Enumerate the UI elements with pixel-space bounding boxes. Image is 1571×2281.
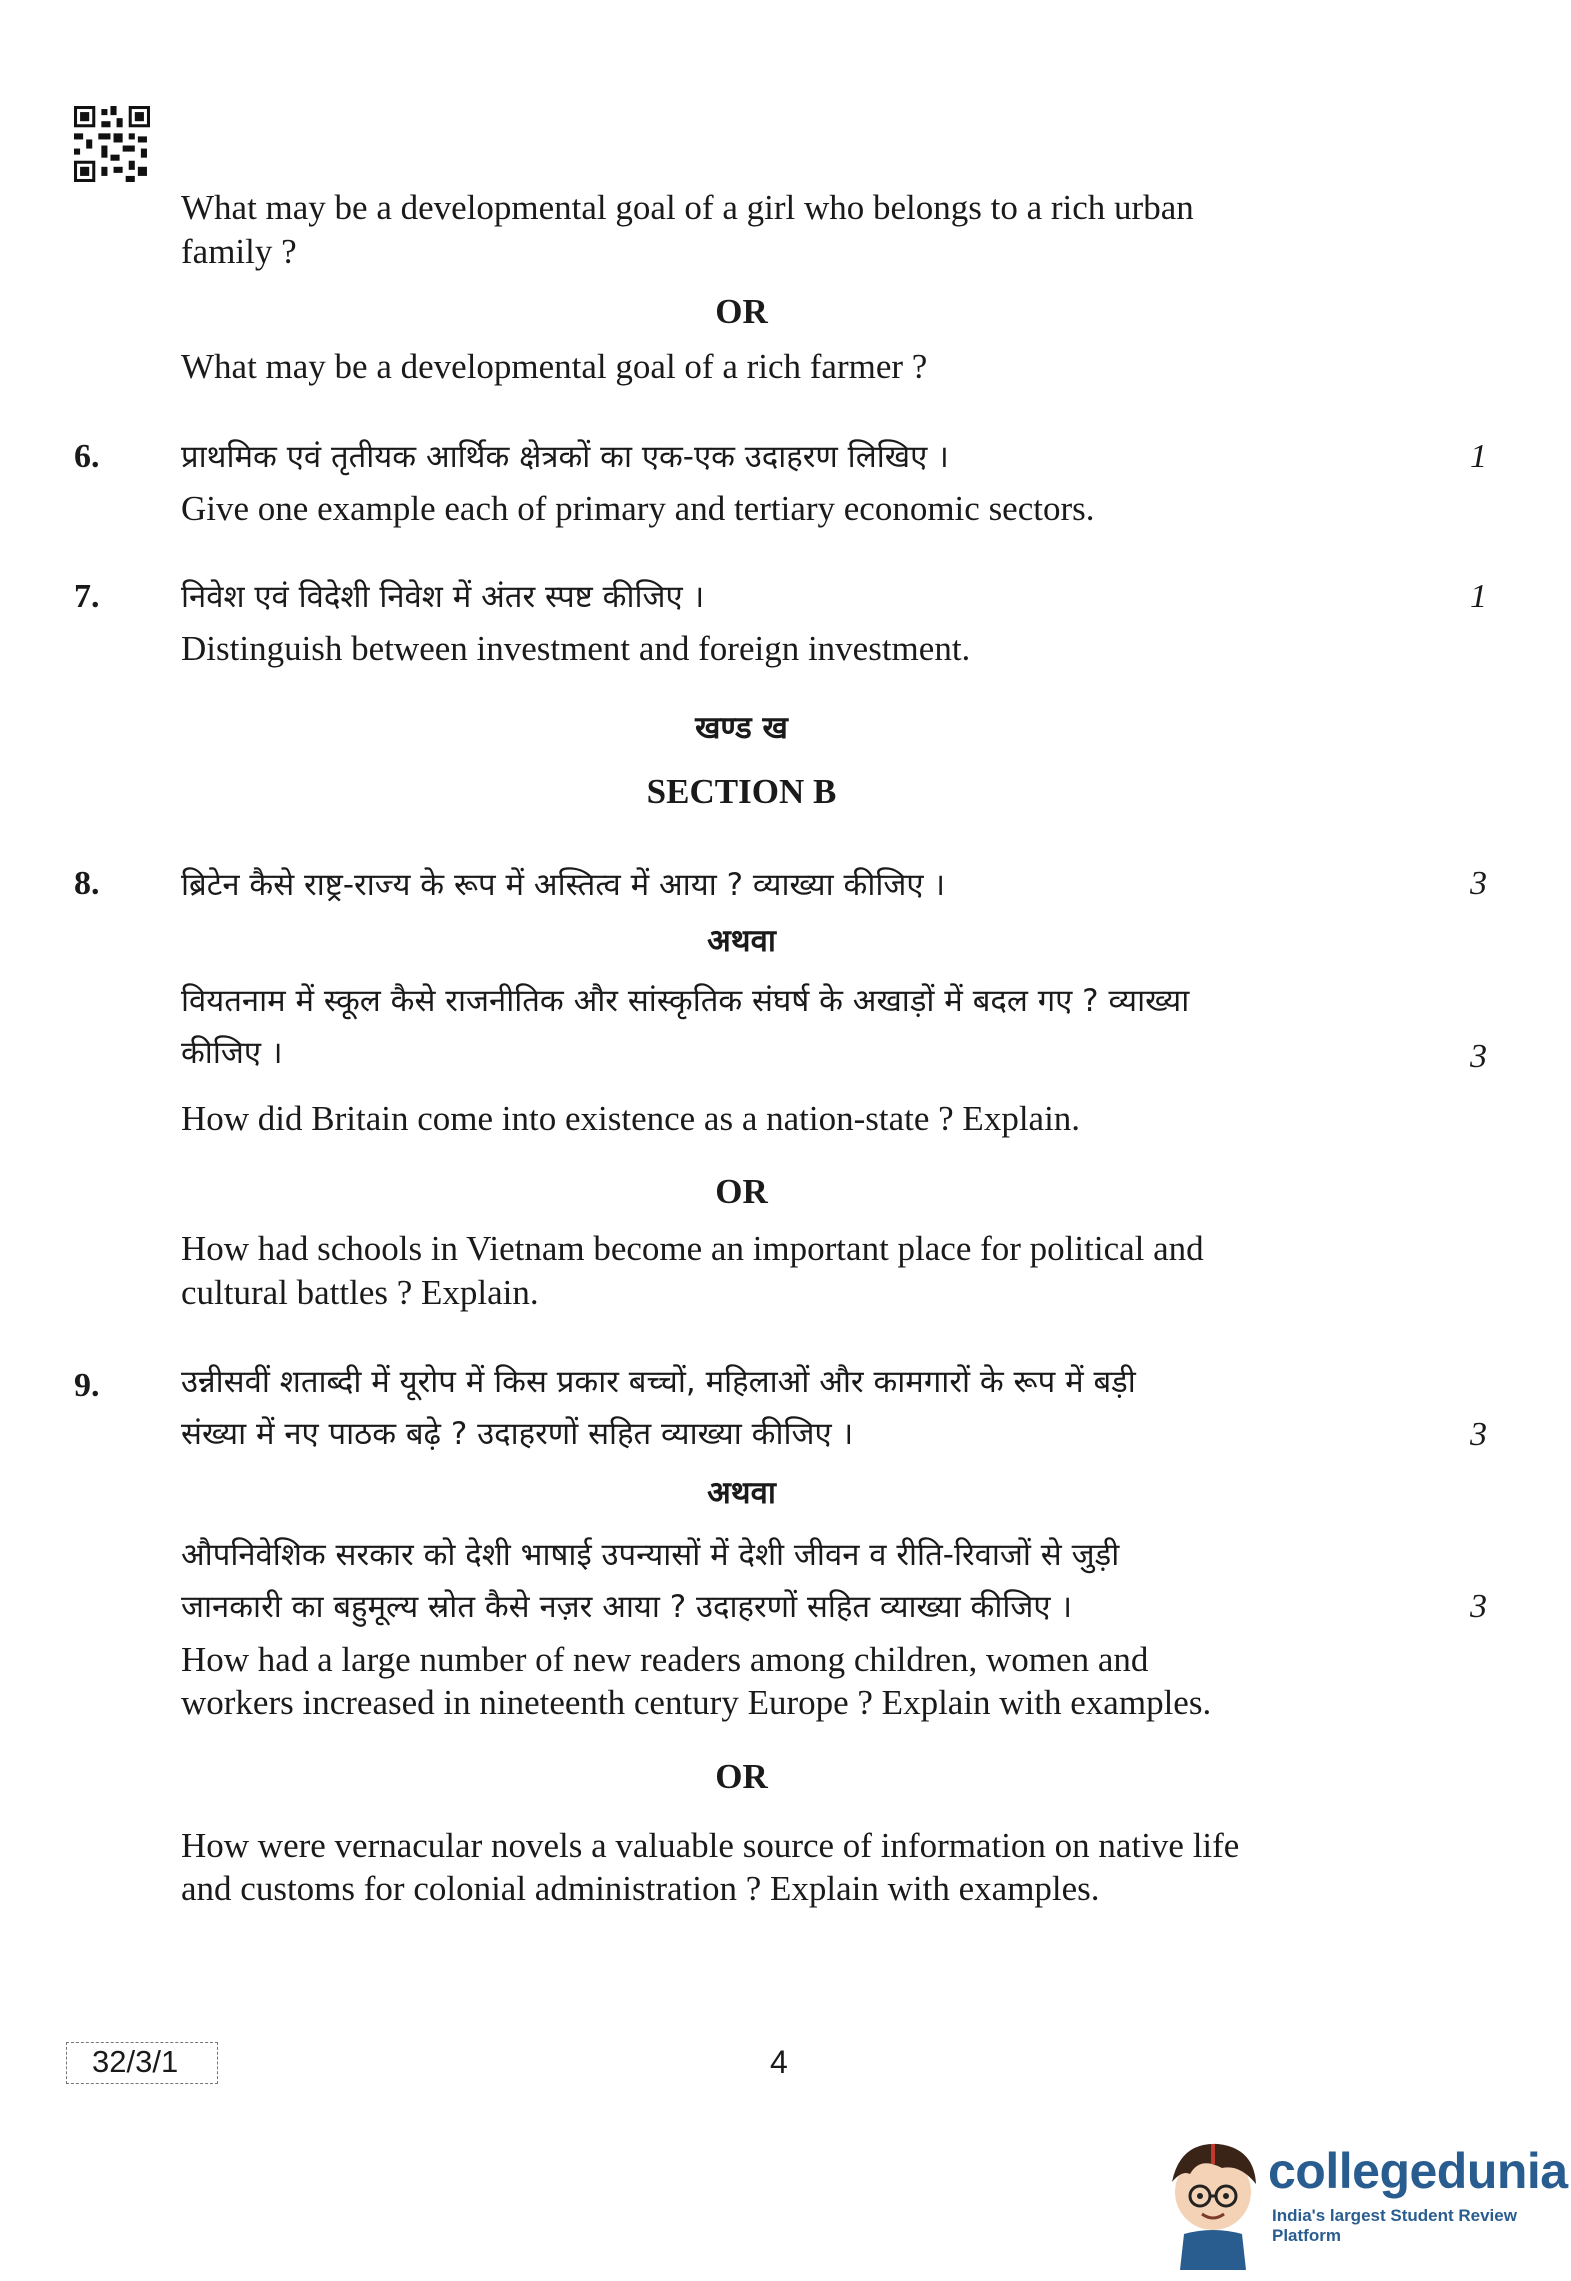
mascot-logo-icon: [1160, 2130, 1266, 2270]
q9-english-line2: workers increased in nineteenth century Europe ? Explain with examples.: [181, 1683, 1212, 1722]
q8-hindi-alt-line2: कीजिए ।: [181, 1035, 283, 1071]
brand-name: collegedunia: [1268, 2143, 1568, 2199]
q8-marks-2: 3: [1470, 1038, 1487, 1075]
q5-or-label: OR: [715, 292, 768, 331]
q9-or-label: OR: [715, 1757, 768, 1796]
q9-hindi-line2: संख्या में नए पाठक बढ़े ? उदाहरणों सहित व्याख्या कीजिए ।: [181, 1416, 854, 1452]
q8-hindi: ब्रिटेन कैसे राष्ट्र-राज्य के रूप में अस्तित्व में आया ? व्याख्या कीजिए ।: [181, 867, 946, 903]
qr-code: [74, 106, 150, 182]
q5-continuation-line1: What may be a developmental goal of a girl who belongs to a rich urban: [181, 188, 1194, 227]
section-heading-hindi: खण्ड ख: [695, 710, 788, 746]
q9-english-line1: How had a large number of new readers among children, women and: [181, 1640, 1149, 1679]
q9-marks-1: 3: [1470, 1416, 1487, 1453]
q8-english-alt-line2: cultural battles ? Explain.: [181, 1273, 539, 1312]
q9-english-alt-line1: How were vernacular novels a valuable source of information on native life: [181, 1826, 1240, 1865]
q8-marks-1: 3: [1470, 865, 1487, 902]
q6-english: Give one example each of primary and tertiary economic sectors.: [181, 489, 1095, 528]
q9-hindi-alt-line2: जानकारी का बहुमूल्य स्रोत कैसे नज़र आया ? उदाहरणों सहित व्याख्या कीजिए ।: [181, 1589, 1073, 1625]
q9-number: 9.: [74, 1367, 100, 1404]
q9-marks-2: 3: [1470, 1588, 1487, 1625]
q8-english-alt-line1: How had schools in Vietnam become an important place for political and: [181, 1229, 1204, 1268]
q8-or-label: OR: [715, 1172, 768, 1211]
q8-athva-label: अथवा: [707, 923, 776, 959]
paper-code: 32/3/1: [92, 2044, 179, 2079]
q9-english-alt-line2: and customs for colonial administration ? Explain with examples.: [181, 1869, 1100, 1908]
page-number: 4: [770, 2044, 788, 2080]
brand-tagline: India's largest Student Review Platform: [1272, 2206, 1517, 2245]
q7-marks: 1: [1470, 578, 1487, 615]
q9-athva-label: अथवा: [707, 1475, 776, 1511]
q9-hindi-line1: उन्नीसवीं शताब्दी में यूरोप में किस प्रकार बच्चों, महिलाओं और कामगारों के रूप में बड़ी: [181, 1364, 1136, 1400]
q8-hindi-alt-line1: वियतनाम में स्कूल कैसे राजनीतिक और सांस्कृतिक संघर्ष के अखाड़ों में बदल गए ? व्याख्या: [181, 983, 1190, 1019]
q7-hindi: निवेश एवं विदेशी निवेश में अंतर स्पष्ट कीजिए ।: [181, 579, 705, 615]
q5-alternative: What may be a developmental goal of a rich farmer ?: [181, 347, 928, 386]
q6-hindi: प्राथमिक एवं तृतीयक आर्थिक क्षेत्रकों का एक-एक उदाहरण लिखिए ।: [181, 439, 949, 475]
q6-number: 6.: [74, 438, 100, 475]
q8-english: How did Britain come into existence as a nation-state ? Explain.: [181, 1099, 1081, 1138]
q6-marks: 1: [1470, 438, 1487, 475]
q5-continuation-line2: family ?: [181, 232, 297, 271]
section-heading-english: SECTION B: [646, 772, 837, 811]
q7-number: 7.: [74, 578, 100, 615]
q8-number: 8.: [74, 865, 100, 902]
q7-english: Distinguish between investment and foreign investment.: [181, 629, 971, 668]
q9-hindi-alt-line1: औपनिवेशिक सरकार को देशी भाषाई उपन्यासों में देशी जीवन व रीति-रिवाजों से जुड़ी: [181, 1537, 1120, 1573]
